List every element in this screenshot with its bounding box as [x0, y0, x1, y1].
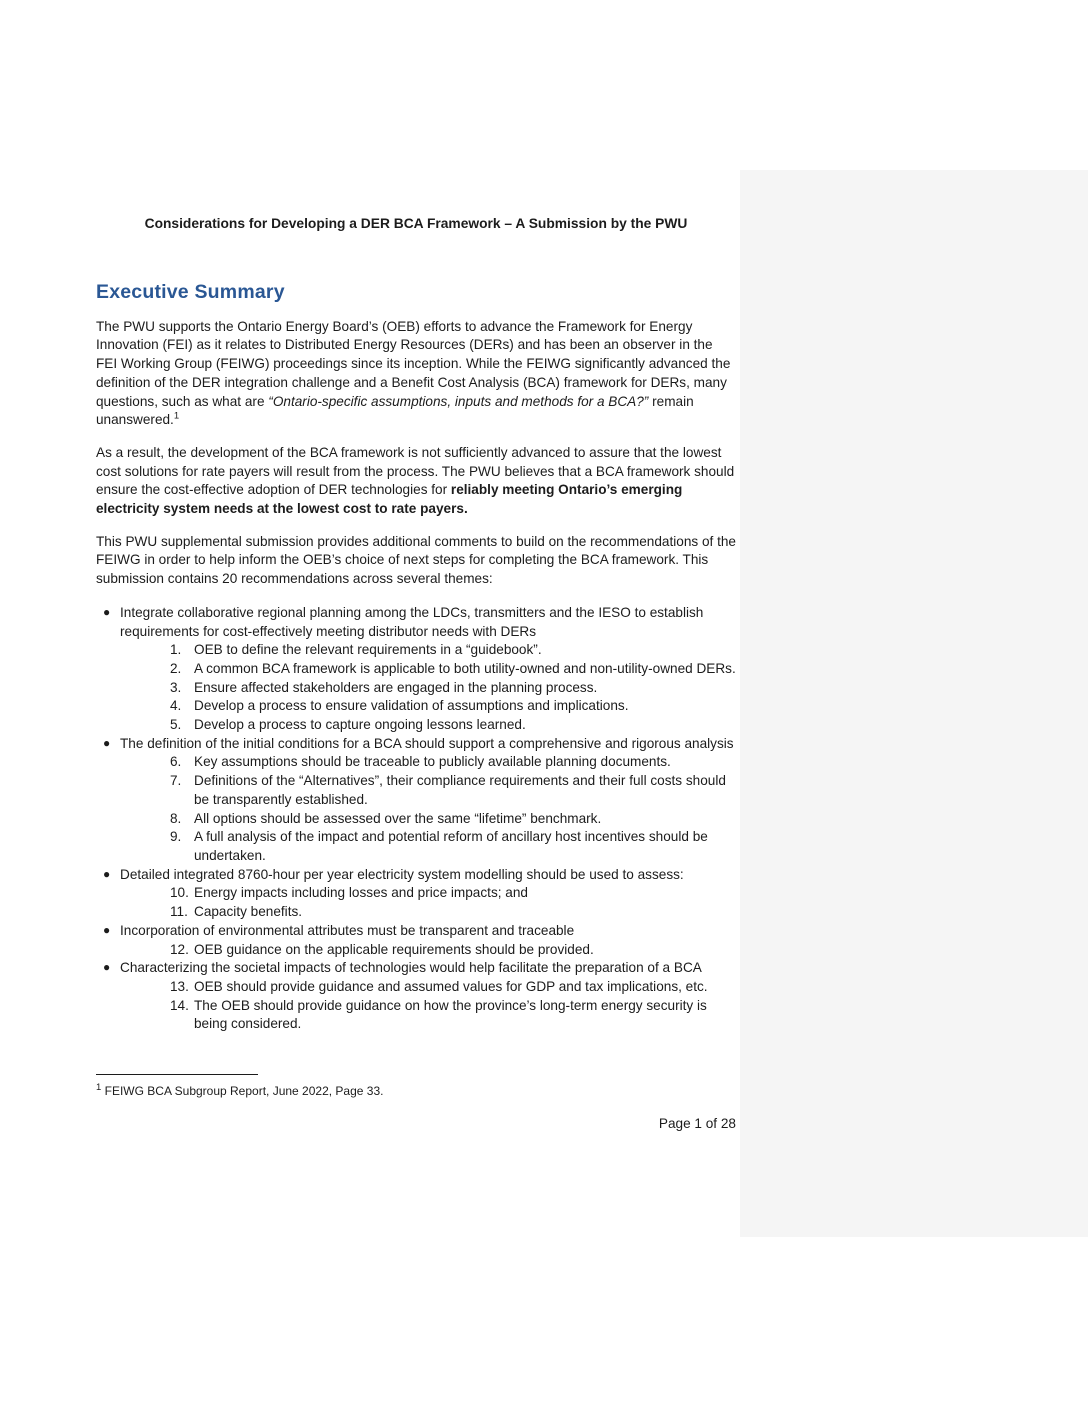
- item-text: Definitions of the “Alternatives”, their compliance requirements and their full costs should be transparently established.: [194, 773, 726, 807]
- item-text: Ensure affected stakeholders are engaged in the planning process.: [194, 679, 598, 695]
- theme-item-initial-conditions: [96, 735, 736, 866]
- item-text: A full analysis of the impact and potential reform of ancillary host incentives should be undertaken.: [194, 829, 708, 863]
- footnote-separator: [96, 1074, 258, 1075]
- recommendation-item: [170, 828, 736, 865]
- item-number: 9.: [170, 829, 182, 845]
- item-number: 6.: [170, 754, 182, 770]
- recommendation-item: [170, 884, 736, 903]
- item-text: Develop a process to ensure validation of assumptions and implications.: [194, 698, 629, 714]
- paragraph-result: [96, 444, 736, 519]
- footnote-reference: 1: [173, 410, 180, 422]
- item-number: 4.: [170, 698, 182, 714]
- quoted-italic-text: “Ontario-specific assumptions, inputs and methods for a BCA?”: [268, 393, 649, 409]
- bullet-icon: ●: [103, 866, 111, 881]
- footnote-marker: 1: [96, 1082, 102, 1094]
- item-number: 12.: [170, 941, 189, 957]
- page-number: Page 1 of 28: [658, 1116, 736, 1132]
- theme-label: The definition of the initial conditions for a BCA should support a comprehensive and rigorous analysis: [120, 735, 734, 751]
- recommendation-item: [170, 903, 736, 922]
- bullet-icon: ●: [103, 922, 111, 937]
- recommendations-list: [96, 604, 736, 1034]
- item-number: 10.: [170, 885, 189, 901]
- item-text: OEB guidance on the applicable requirements should be provided.: [194, 941, 594, 957]
- theme-label: Integrate collaborative regional planning among the LDCs, transmitters and the IESO to establish requirements for cost-effectively meeting distributor needs with DERs: [120, 604, 704, 639]
- item-text: OEB to define the relevant requirements in a “guidebook”.: [194, 642, 542, 658]
- item-text: Energy impacts including losses and price impacts; and: [194, 885, 528, 901]
- paragraph-text: The PWU supports the Ontario Energy Board’s (OEB) efforts to advance the Framework for Energy Innovation (FEI) as it relates to Distributed Energy Resources (DERs) and has been an observer in the FEI Working Group (FEIWG) proceedings since its inception. While the FEIWG significantly advanced the definition of the DER integration challenge and a Benefit Cost Analysis (BCA) framework for DERs, many questions, such as what are: [96, 318, 731, 409]
- theme-label: Incorporation of environmental attributes must be transparent and traceable: [120, 922, 575, 938]
- item-number: 1.: [170, 642, 182, 658]
- item-number: 3.: [170, 679, 182, 695]
- page-content: [96, 215, 736, 1134]
- paragraph-intro: [96, 318, 736, 430]
- item-text: The OEB should provide guidance on how the province’s long-term energy security is being considered.: [194, 997, 707, 1032]
- item-text: Capacity benefits.: [194, 904, 303, 920]
- item-number: 2.: [170, 660, 182, 676]
- recommendation-item: [170, 978, 736, 997]
- recommendation-item: [170, 810, 736, 829]
- item-number: 5.: [170, 717, 182, 733]
- recommendation-item: [170, 772, 736, 809]
- recommendation-item: [170, 679, 736, 698]
- bullet-icon: ●: [103, 960, 111, 975]
- item-number: 7.: [170, 773, 182, 789]
- theme-label: Characterizing the societal impacts of technologies would help facilitate the preparation of a BCA: [120, 960, 702, 976]
- paragraph-text: As a result, the development of the BCA framework is not sufficiently advanced to assure that the lowest cost solutions for rate payers will result from the process. The PWU believes that a BCA framework should ensure the cost-effective adoption of DER technologies for: [96, 444, 735, 498]
- recommendation-item: [170, 697, 736, 716]
- section-heading-executive-summary: Executive Summary: [96, 280, 285, 303]
- item-text: A common BCA framework is applicable to both utility-owned and non-utility-owned DERs.: [194, 660, 736, 676]
- theme-item-societal-impacts: [96, 959, 736, 1034]
- paragraph-text: remain unanswered.: [96, 393, 694, 428]
- item-number: 14.: [170, 997, 189, 1013]
- theme-item-environmental-attributes: [96, 922, 736, 959]
- item-number: 13.: [170, 978, 189, 994]
- recommendation-item: [170, 753, 736, 772]
- item-text: All options should be assessed over the same “lifetime” benchmark.: [194, 810, 602, 826]
- recommendation-item: [170, 941, 736, 960]
- running-header: Considerations for Developing a DER BCA Framework – A Submission by the PWU: [144, 216, 688, 231]
- item-text: Develop a process to capture ongoing lessons learned.: [194, 717, 526, 733]
- recommendation-item: [170, 997, 736, 1034]
- theme-label: Detailed integrated 8760-hour per year electricity system modelling should be used to assess:: [120, 866, 684, 882]
- bullet-icon: ●: [103, 604, 111, 619]
- item-text: Key assumptions should be traceable to publicly available planning documents.: [194, 754, 671, 770]
- footnote-text: FEIWG BCA Subgroup Report, June 2022, Page 33.: [101, 1084, 384, 1099]
- recommendation-item: [170, 716, 736, 735]
- theme-item-regional-planning: [96, 604, 736, 735]
- bold-emphasis-text: reliably meeting Ontario’s emerging electricity system needs at the lowest cost to rate payers.: [96, 482, 683, 517]
- bullet-icon: ●: [103, 735, 111, 750]
- item-text: OEB should provide guidance and assumed values for GDP and tax implications, etc.: [194, 978, 708, 994]
- recommendation-item: [170, 660, 736, 679]
- theme-item-system-modelling: [96, 866, 736, 922]
- paragraph-submission: This PWU supplemental submission provides additional comments to build on the recommendations of the FEIWG in order to help inform the OEB’s choice of next steps for completing the BCA framework. This submission contains 20 recommendations across several themes:: [96, 533, 736, 587]
- right-gray-panel: [740, 170, 1088, 1237]
- item-number: 11.: [170, 904, 188, 920]
- footnote: [96, 1083, 736, 1099]
- item-number: 8.: [170, 810, 182, 826]
- recommendation-item: [170, 641, 736, 660]
